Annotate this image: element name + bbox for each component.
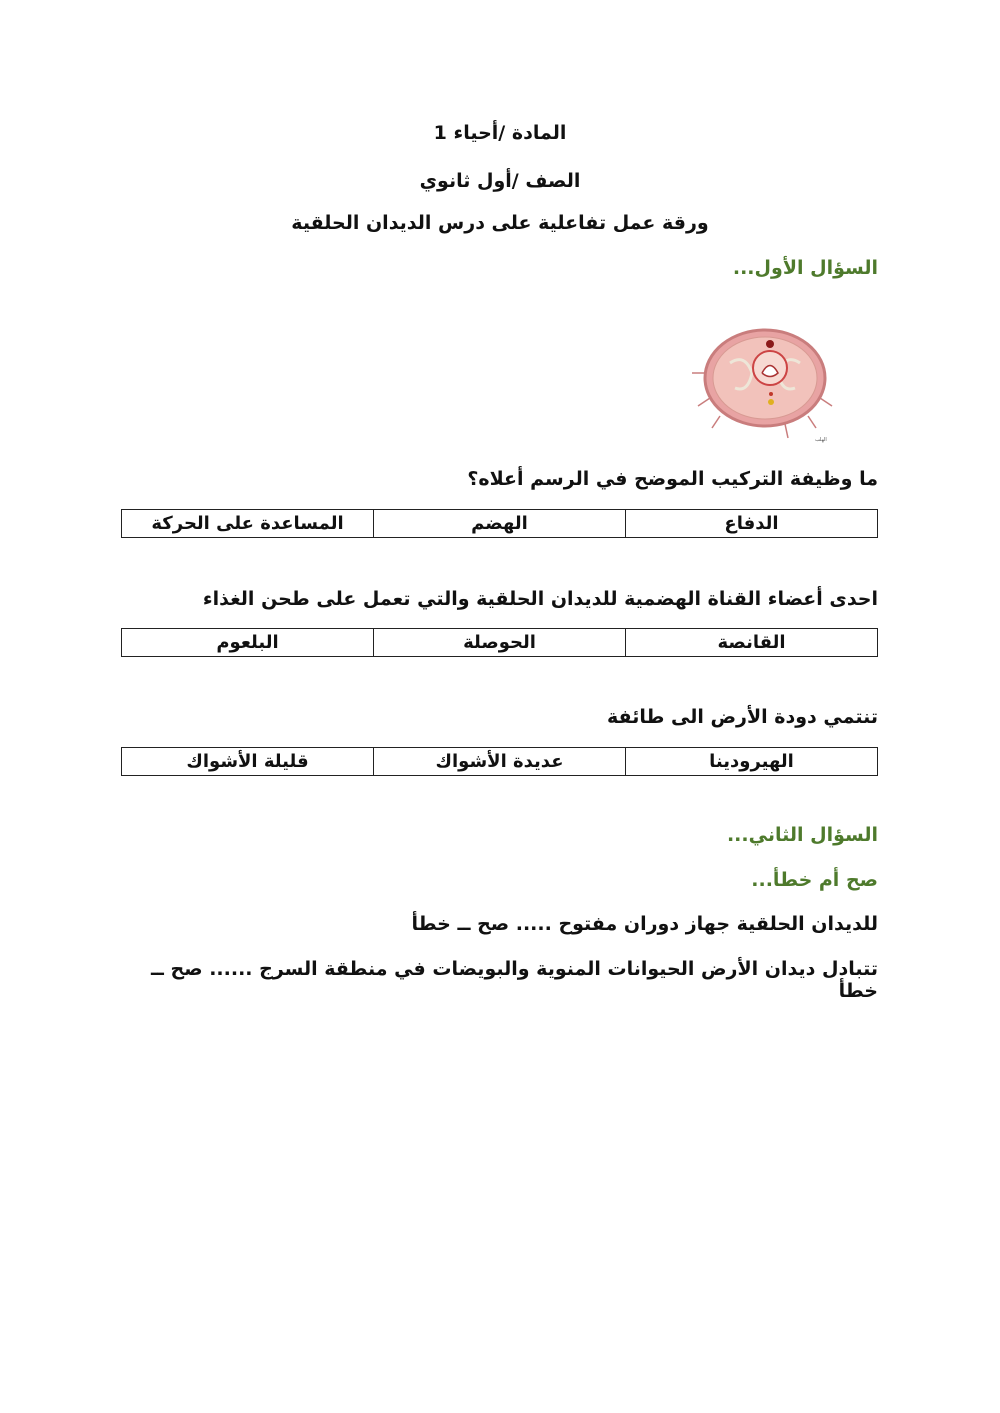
question-1-2-text: احدى أعضاء القناة الهضمية للديدان الحلقية والتي تعمل على طحن الغذاء (202, 588, 878, 610)
true-false-heading: صح أم خطأ... (751, 869, 878, 891)
option-button[interactable]: المساعدة على الحركة (151, 513, 344, 534)
true-false-statement[interactable]: للديدان الحلقية جهاز دوران مفتوح ..... صح ــ خطأ (411, 913, 878, 935)
grade-line: الصف /أول ثانوي (419, 170, 581, 192)
true-false-statement[interactable]: تتبادل ديدان الأرض الحيوانات المنوية والبويضات في منطقة السرج ...... صح ــ خطأ (150, 958, 878, 1002)
question-1-1-text: ما وظيفة التركيب الموضح في الرسم أعلاه؟ (467, 468, 878, 490)
question-1-heading: السؤال الأول... (732, 257, 878, 279)
option-button[interactable]: القانصة (625, 629, 877, 656)
question-1-1-options (121, 509, 878, 538)
diagram-label: الهلب (815, 437, 827, 443)
subject-line: المادة /أحياء 1 (433, 122, 567, 144)
question-1-3-options (121, 747, 878, 776)
option-button[interactable]: الدفاع (625, 510, 877, 537)
question-1-3-text: تنتمي دودة الأرض الى طائفة (607, 706, 878, 728)
option-button[interactable]: الهيرودينا (625, 748, 877, 775)
option-button[interactable]: قليلة الأشواك (186, 751, 309, 772)
option-button[interactable]: عديدة الأشواك (373, 748, 625, 775)
option-button[interactable]: الهضم (373, 510, 625, 537)
worksheet-title: ورقة عمل تفاعلية على درس الديدان الحلقية (291, 212, 709, 234)
option-button[interactable]: البلعوم (216, 632, 279, 653)
question-2-heading: السؤال الثاني... (726, 824, 878, 846)
option-button[interactable]: الحوصلة (373, 629, 625, 656)
earthworm-cross-section-diagram (690, 318, 840, 448)
question-1-2-options (121, 628, 878, 657)
